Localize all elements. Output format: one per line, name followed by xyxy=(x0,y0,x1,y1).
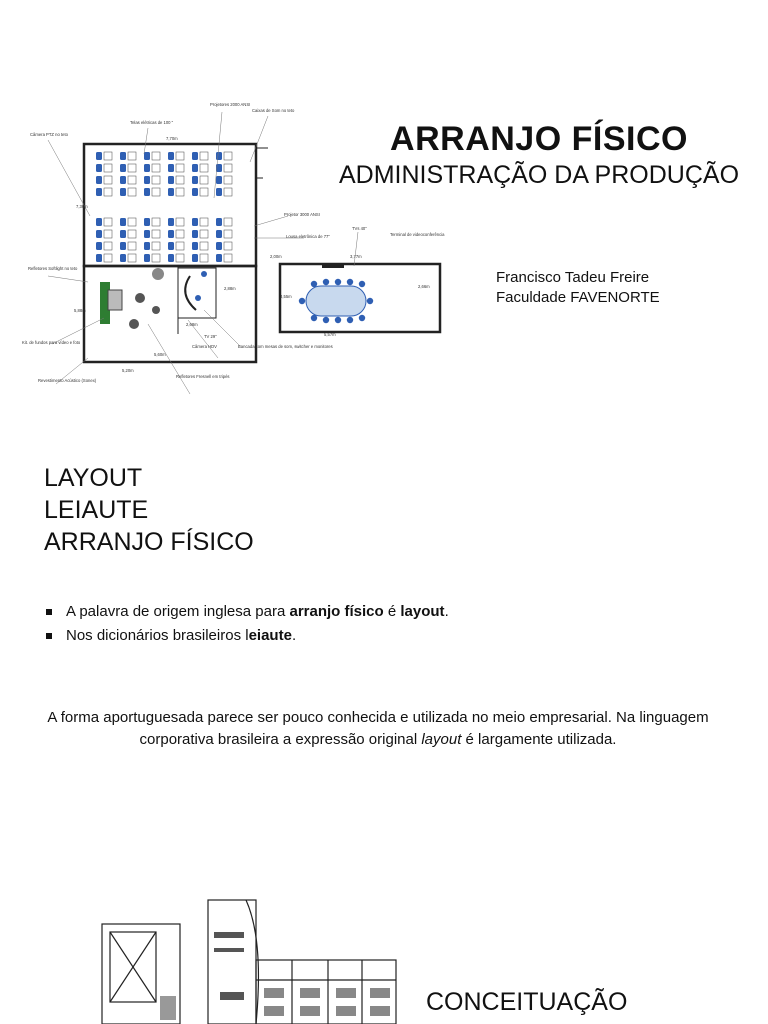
label-terminal: Terminal de videoconferência xyxy=(390,232,445,237)
chair-shape xyxy=(144,254,150,262)
author-block xyxy=(496,268,660,308)
label-tvs: TVs 40" xyxy=(352,226,367,231)
desk-shape xyxy=(176,254,184,262)
label-dim-355: 3,55m xyxy=(280,294,292,299)
meeting-chair-shape xyxy=(367,298,373,304)
chair-shape xyxy=(216,152,222,160)
bullet-list xyxy=(44,600,449,648)
chair-shape xyxy=(144,242,150,250)
bullet-bold-term: arranjo físico xyxy=(289,603,384,620)
label-dim-557: 5,57m xyxy=(324,332,336,337)
desk-shape xyxy=(224,242,232,250)
slide-layout-definition xyxy=(0,440,768,860)
bullet-text: Nos dicionários brasileiros l xyxy=(66,627,249,644)
label-projetores: Projetores 2000 ANSI xyxy=(210,102,251,107)
desk-shape xyxy=(224,230,232,238)
institution-name: Faculdade FAVENORTE xyxy=(496,289,660,306)
desk-shape xyxy=(200,218,208,226)
desk-shape xyxy=(128,242,136,250)
chair-shape xyxy=(192,218,198,226)
meeting-chair-shape xyxy=(311,315,317,321)
desk-shape xyxy=(224,188,232,196)
slide-heading: CONCEITUAÇÃO xyxy=(426,988,628,1016)
desk-shape xyxy=(104,218,112,226)
heading-line-arranjo: ARRANJO FÍSICO xyxy=(44,528,254,556)
bullet-text: é xyxy=(383,603,401,620)
desk-shape xyxy=(200,164,208,172)
chair-shape xyxy=(96,188,102,196)
desk-shape xyxy=(104,164,112,172)
heading-line-layout: LAYOUT xyxy=(44,464,143,492)
label-telas: Telas elétricas de 100 " xyxy=(130,120,174,125)
chair-shape xyxy=(120,230,126,238)
chair-shape xyxy=(216,230,222,238)
chair-shape xyxy=(168,254,174,262)
chair-shape xyxy=(120,242,126,250)
desk-shape xyxy=(176,176,184,184)
chair-shape xyxy=(216,218,222,226)
chair-shape xyxy=(120,152,126,160)
desk-shape xyxy=(176,230,184,238)
label-kit-fundos: Kit. de fundos para vídeo e foto xyxy=(22,340,81,345)
heading-line-leiaute: LEIAUTE xyxy=(44,496,149,524)
chair-shape xyxy=(120,218,126,226)
label-camera-ptz: Câmera PTZ no teto xyxy=(30,132,68,137)
bullet-text: A palavra de origem inglesa para xyxy=(66,603,290,620)
desk-shape xyxy=(128,176,136,184)
desk-shape xyxy=(152,152,160,160)
bullet-bold-term: layout xyxy=(400,603,445,620)
label-dim-730: 7,30m xyxy=(76,204,88,209)
desk-shape xyxy=(200,152,208,160)
chair-shape xyxy=(192,254,198,262)
label-bancada: Bancada com mesas de som, switcher e monitores xyxy=(238,344,333,349)
chair-shape xyxy=(192,176,198,184)
slide-heading-block xyxy=(44,462,254,558)
meeting-chair-shape xyxy=(299,298,305,304)
chair-shape xyxy=(96,230,102,238)
desk-shape xyxy=(200,230,208,238)
paragraph-italic-term: layout xyxy=(421,731,462,748)
desk-shape xyxy=(104,242,112,250)
meeting-chair-shape xyxy=(347,279,353,285)
desk-shape xyxy=(104,152,112,160)
chair-shape xyxy=(168,242,174,250)
desk-shape xyxy=(224,152,232,160)
chair-shape xyxy=(96,164,102,172)
chair-shape xyxy=(96,152,102,160)
chair-shape xyxy=(192,152,198,160)
chair-shape xyxy=(168,218,174,226)
meeting-chair-shape xyxy=(323,279,329,285)
chair-shape xyxy=(96,218,102,226)
chair-shape xyxy=(216,254,222,262)
desk-shape xyxy=(128,218,136,226)
label-tv-29: TV 29" xyxy=(204,334,217,339)
slide-subtitle: ADMINISTRAÇÃO DA PRODUÇÃO xyxy=(338,161,740,189)
meeting-chair-shape xyxy=(347,317,353,323)
chair-shape xyxy=(168,152,174,160)
desk-shape xyxy=(176,188,184,196)
chair-shape xyxy=(168,188,174,196)
chair-shape xyxy=(96,176,102,184)
desk-shape xyxy=(200,242,208,250)
chair-shape xyxy=(144,164,150,172)
desk-shape xyxy=(224,218,232,226)
meeting-chair-shape xyxy=(311,281,317,287)
label-dim-288: 2,88m xyxy=(224,286,236,291)
chair-shape xyxy=(216,176,222,184)
label-dim-560: 5,60m xyxy=(154,352,166,357)
chair-shape xyxy=(96,242,102,250)
meeting-chair-shape xyxy=(359,315,365,321)
label-projetor-3000: Projetor 3000 ANSI xyxy=(284,212,320,217)
desk-shape xyxy=(128,152,136,160)
desk-shape xyxy=(104,254,112,262)
bullet-text: . xyxy=(444,603,449,620)
desk-shape xyxy=(152,218,160,226)
desk-shape xyxy=(224,254,232,262)
label-camera-hdv: Câmera HDV xyxy=(192,344,217,349)
meeting-chair-shape xyxy=(323,317,329,323)
desk-shape xyxy=(104,230,112,238)
desk-shape xyxy=(152,188,160,196)
desk-shape xyxy=(224,176,232,184)
desk-shape xyxy=(104,176,112,184)
bullet-square-icon xyxy=(46,633,52,639)
chair-shape xyxy=(216,188,222,196)
chair-shape xyxy=(120,176,126,184)
chair-shape xyxy=(144,152,150,160)
chair-shape xyxy=(144,188,150,196)
bullet-text: . xyxy=(291,627,297,644)
label-lousa: Lousa eletrônica de 77" xyxy=(286,234,330,239)
list-item xyxy=(44,600,449,624)
meeting-chair-shape xyxy=(335,317,341,323)
slide-conceituacao xyxy=(0,880,768,1024)
desk-shape xyxy=(152,242,160,250)
paragraph-text: é largamente utilizada. xyxy=(461,731,617,748)
desk-shape xyxy=(104,188,112,196)
label-dim-268: 2,68m xyxy=(186,322,198,327)
desk-shape xyxy=(176,152,184,160)
chair-shape xyxy=(192,164,198,172)
slide-title-heading: ARRANJO FÍSICO xyxy=(390,120,688,158)
body-paragraph xyxy=(40,707,716,751)
desk-shape xyxy=(128,164,136,172)
chair-shape xyxy=(168,176,174,184)
desk-shape xyxy=(176,218,184,226)
chair-shape xyxy=(120,188,126,196)
label-caixas: Caixas de Som no teto xyxy=(252,108,295,113)
chair-shape xyxy=(192,230,198,238)
desk-shape xyxy=(200,176,208,184)
chair-shape xyxy=(120,254,126,262)
desk-shape xyxy=(128,188,136,196)
paragraph-text: A forma aportuguesada parece ser pouco conhecida e utilizada no meio empresarial. Na linguagem corporativa brasileira a expressão original xyxy=(47,709,709,748)
label-dim-588: 5,88m xyxy=(74,308,86,313)
desk-shape xyxy=(200,188,208,196)
chair-shape xyxy=(168,164,174,172)
desk-shape xyxy=(152,164,160,172)
chair-shape xyxy=(216,242,222,250)
label-dim-520: 5,20m xyxy=(122,368,134,373)
bullet-square-icon xyxy=(46,609,52,615)
slide-title xyxy=(0,0,768,420)
label-refletores-softlight: Refletores Softlight no teto xyxy=(28,266,78,271)
label-revestimento: Revestimento Acústico (Sonex) xyxy=(38,378,97,383)
desk-shape xyxy=(152,176,160,184)
chair-shape xyxy=(168,230,174,238)
desk-shape xyxy=(176,242,184,250)
label-refletores-fresnell: Refletores Fresnell em tripés xyxy=(176,374,230,379)
meeting-chair-shape xyxy=(359,281,365,287)
label-dim-377: 3,77m xyxy=(350,254,362,259)
label-dim-770: 7,70m xyxy=(166,136,178,141)
desk-shape xyxy=(224,164,232,172)
chair-shape xyxy=(192,188,198,196)
desk-shape xyxy=(128,254,136,262)
chair-shape xyxy=(96,254,102,262)
desk-shape xyxy=(200,254,208,262)
chair-shape xyxy=(192,242,198,250)
desk-shape xyxy=(176,164,184,172)
meeting-chair-shape xyxy=(335,279,341,285)
desk-shape xyxy=(152,230,160,238)
chair-shape xyxy=(144,230,150,238)
desk-shape xyxy=(128,230,136,238)
author-name: Francisco Tadeu Freire xyxy=(496,269,650,286)
list-item xyxy=(44,624,449,648)
chair-shape xyxy=(144,218,150,226)
desk-shape xyxy=(152,254,160,262)
chair-shape xyxy=(120,164,126,172)
label-dim-266: 2,66m xyxy=(418,284,430,289)
office-floorplan-image xyxy=(96,896,400,1024)
label-dim-200: 2,00m xyxy=(270,254,282,259)
bullet-bold-term: eiaute xyxy=(248,627,292,644)
chair-shape xyxy=(144,176,150,184)
